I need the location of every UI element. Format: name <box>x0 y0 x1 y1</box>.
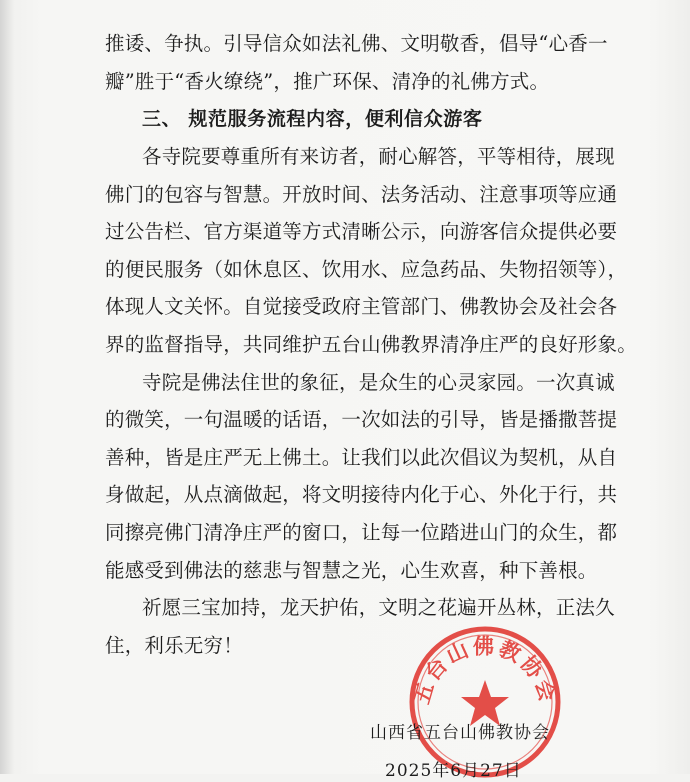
text-line: 佛门的包容与智慧。开放时间、法务活动、注意事项等应通 <box>105 183 618 206</box>
text-line: 身做起，从点滴做起，将文明接待内化于心、外化于行，共 <box>105 483 618 506</box>
text-line: 过公告栏、官方渠道等方式清晰公示，向游客信众提供必要 <box>105 220 618 243</box>
text-line: 能感受到佛法的慈悲与智慧之光，心生欢喜，种下善根。 <box>105 559 598 582</box>
text-line: 界的监督指导，共同维护五台山佛教界清净庄严的良好形象。 <box>105 333 637 356</box>
paragraph-first-line: 寺院是佛法住世的象征，是众生的心灵家园。一次真诚 <box>142 371 615 394</box>
signature-date: 2025年6月27日 <box>385 761 522 781</box>
page-edge-shadow <box>0 0 14 774</box>
text-line: 体现人文关怀。自觉接受政府主管部门、佛教协会及社会各 <box>105 295 618 318</box>
text-line: 善种，皆是庄严无上佛土。让我们以此次倡议为契机，从自 <box>105 446 618 469</box>
text-line: 瓣”胜于“香火缭绕”，推广环保、清净的礼佛方式。 <box>105 70 550 93</box>
section-heading: 三、 规范服务流程内容，便利信众游客 <box>142 108 483 130</box>
text-line: 同擦亮佛门清净庄严的窗口，让每一位踏进山门的众生，都 <box>105 521 618 544</box>
signature-organization: 山西省五台山佛教协会 <box>370 723 550 743</box>
text-line: 推诿、争执。引导信众如法礼佛、文明敬香，倡导“心香一 <box>105 32 608 55</box>
paragraph-first-line: 各寺院要尊重所有来访者，耐心解答，平等相待，展现 <box>142 145 615 168</box>
paragraph-first-line: 祈愿三宝加持，龙天护佑，文明之花遍开丛林，正法久 <box>142 596 615 619</box>
text-line: 的微笑，一句温暖的话语，一次如法的引导，皆是播撒菩提 <box>105 408 618 431</box>
seal-text: 五台山佛教协会 <box>409 634 561 707</box>
text-line: 的便民服务（如休息区、饮用水、应急药品、失物招领等）， <box>105 258 628 281</box>
text-line: 住，利乐无穷！ <box>105 634 243 657</box>
